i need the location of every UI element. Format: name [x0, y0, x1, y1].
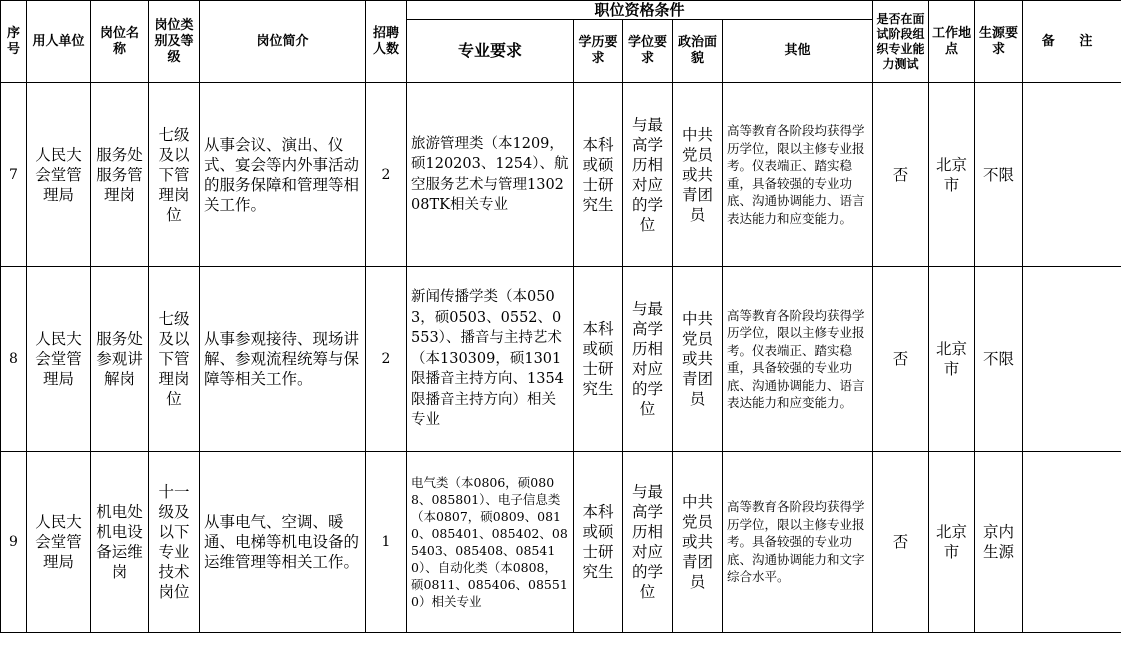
cell-intro: 从事电气、空调、暖通、电梯等机电设备的运维管理等相关工作。: [200, 452, 366, 633]
table-row: [1, 267, 1121, 452]
cell-seq: 8: [1, 267, 27, 452]
header-qualification: 职位资格条件: [407, 1, 873, 20]
table-row: [1, 83, 1121, 267]
header-major: 专业要求: [407, 20, 574, 83]
header-seq: 序号: [1, 1, 27, 83]
cell-remarks: [1023, 267, 1121, 452]
cell-remarks: [1023, 452, 1121, 633]
header-origin: 生源要求: [975, 1, 1023, 83]
cell-category: 七级及以下管理岗位: [149, 83, 200, 267]
cell-degree: 与最高学历相对应的学位: [623, 267, 673, 452]
cell-position-name: 机电处机电设备运维岗: [91, 452, 149, 633]
cell-origin: 不限: [975, 267, 1023, 452]
cell-location: 北京市: [929, 452, 975, 633]
header-position-name: 岗位名称: [91, 1, 149, 83]
cell-political: 中共党员或共青团员: [673, 452, 723, 633]
cell-degree: 与最高学历相对应的学位: [623, 452, 673, 633]
cell-degree: 与最高学历相对应的学位: [623, 83, 673, 267]
cell-remarks: [1023, 83, 1121, 267]
cell-other: 高等教育各阶段均获得学历学位，限以主修专业报考。仪表端正、踏实稳重，具备较强的专业功底、沟通协调能力、语言表达能力和应变能力。: [723, 83, 873, 267]
header-degree: 学位要求: [623, 20, 673, 83]
cell-intro: 从事会议、演出、仪式、宴会等内外事活动的服务保障和管理等相关工作。: [200, 83, 366, 267]
header-education: 学历要求: [574, 20, 623, 83]
cell-position-name: 服务处参观讲解岗: [91, 267, 149, 452]
table-row: [1, 452, 1121, 633]
cell-education: 本科或硕士研究生: [574, 452, 623, 633]
cell-location: 北京市: [929, 83, 975, 267]
cell-education: 本科或硕士研究生: [574, 267, 623, 452]
header-count: 招聘人数: [366, 1, 407, 83]
cell-category: 七级及以下管理岗位: [149, 267, 200, 452]
cell-category: 十一级及以下专业技术岗位: [149, 452, 200, 633]
cell-unit: 人民大会堂管理局: [27, 452, 91, 633]
header-political: 政治面貌: [673, 20, 723, 83]
cell-other: 高等教育各阶段均获得学历学位，限以主修专业报考。具备较强的专业功底、沟通协调能力和文字综合水平。: [723, 452, 873, 633]
cell-major: 新闻传播学类（本0503，硕0503、0552、0553）、播音与主持艺术（本130309，硕1301限播音主持方向、1354限播音主持方向）相关专业: [407, 267, 574, 452]
header-category: 岗位类别及等级: [149, 1, 200, 83]
cell-count: 2: [366, 267, 407, 452]
cell-major: 旅游管理类（本1209，硕120203、1254）、航空服务艺术与管理130208TK相关专业: [407, 83, 574, 267]
cell-seq: 9: [1, 452, 27, 633]
cell-unit: 人民大会堂管理局: [27, 267, 91, 452]
cell-origin: 京内生源: [975, 452, 1023, 633]
cell-count: 1: [366, 452, 407, 633]
cell-position-name: 服务处服务管理岗: [91, 83, 149, 267]
header-unit: 用人单位: [27, 1, 91, 83]
header-intro: 岗位简介: [200, 1, 366, 83]
header-remarks: 备 注: [1023, 1, 1121, 83]
cell-count: 2: [366, 83, 407, 267]
cell-major: 电气类（本0806，硕0808、085801）、电子信息类（本0807，硕0809、0810、085401、085402、085403、085408、085410）、自动化类（本0808，硕0811、085406、085510）相关专业: [407, 452, 574, 633]
header-location: 工作地点: [929, 1, 975, 83]
cell-test: 否: [873, 83, 929, 267]
cell-other: 高等教育各阶段均获得学历学位，限以主修专业报考。仪表端正、踏实稳重，具备较强的专业功底、沟通协调能力、语言表达能力和应变能力。: [723, 267, 873, 452]
header-other: 其他: [723, 20, 873, 83]
cell-education: 本科或硕士研究生: [574, 83, 623, 267]
cell-test: 否: [873, 452, 929, 633]
header-test: 是否在面试阶段组织专业能力测试: [873, 1, 929, 83]
cell-political: 中共党员或共青团员: [673, 83, 723, 267]
cell-political: 中共党员或共青团员: [673, 267, 723, 452]
header-row-top: [1, 1, 1121, 20]
cell-origin: 不限: [975, 83, 1023, 267]
cell-seq: 7: [1, 83, 27, 267]
cell-intro: 从事参观接待、现场讲解、参观流程统筹与保障等相关工作。: [200, 267, 366, 452]
cell-location: 北京市: [929, 267, 975, 452]
cell-unit: 人民大会堂管理局: [27, 83, 91, 267]
cell-test: 否: [873, 267, 929, 452]
